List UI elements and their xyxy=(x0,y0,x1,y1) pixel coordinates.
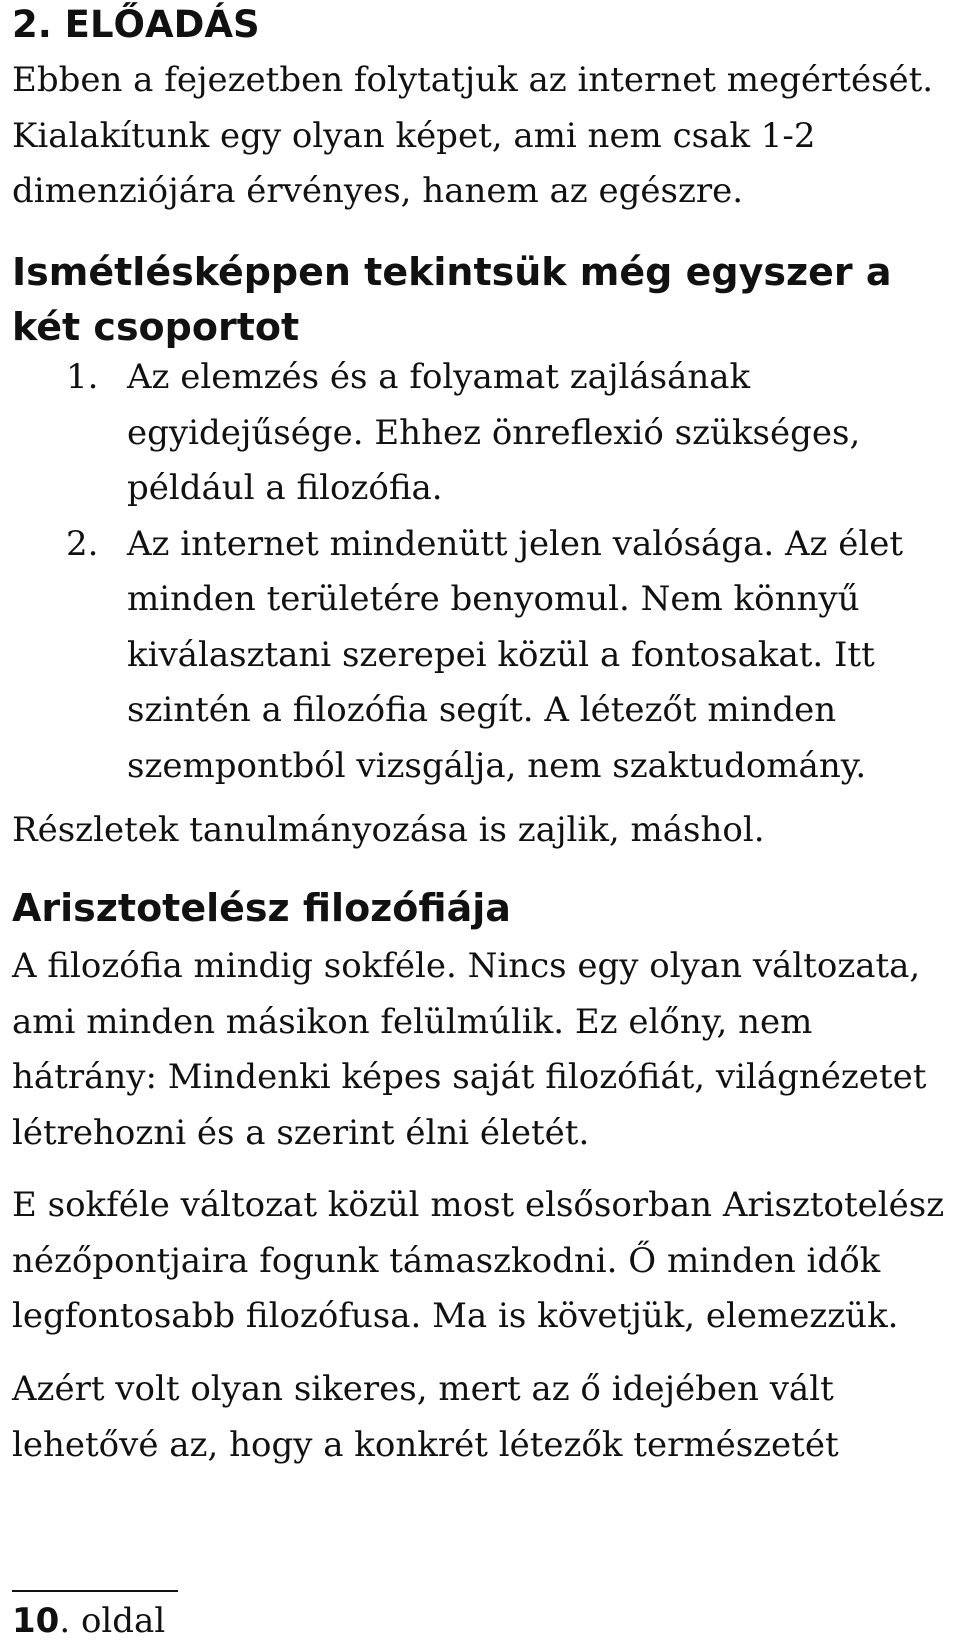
page-number: 10 xyxy=(12,1601,60,1641)
list-item xyxy=(12,517,952,795)
section-heading-aristotle: Arisztotelész filozófiája xyxy=(12,886,511,930)
intro-paragraph: Ebben a fejezetben folytatjuk az internet megértését. Kialakítunk egy olyan képet, ami nem csak 1-2 dimenziójára érvényes, hanem az egészre. xyxy=(12,60,934,211)
section-heading-review: Ismétlésképpen tekintsük még egyszer a két csoportot xyxy=(12,250,892,349)
body-paragraph: E sokféle változat közül most elsősorban Arisztotelész nézőpontjaira fogunk támaszkodni. Ő minden idők legfontosabb filozófusa. Ma is követjük, elemezzük. xyxy=(12,1185,945,1336)
body-paragraph: A filozófia mindig sokféle. Nincs egy olyan változata, ami minden másikon felülmúlik. Ez előny, nem hátrány: Mindenki képes saját filozófiát, világnézetet létrehozni és a szerint élni életét. xyxy=(12,946,927,1153)
list-item-number: 2. xyxy=(66,523,99,564)
numbered-list xyxy=(12,350,952,794)
list-item-text: Az elemzés és a folyamat zajlásának egyidejűsége. Ehhez önreflexió szükséges, például a filozófia. xyxy=(127,357,861,508)
detail-paragraph: Részletek tanulmányozása is zajlik, máshol. xyxy=(12,810,765,850)
list-item-number: 1. xyxy=(66,357,99,397)
page-footer xyxy=(12,1596,165,1647)
page-label: . oldal xyxy=(59,1601,166,1641)
list-item xyxy=(12,350,952,517)
footer-divider xyxy=(12,1590,178,1592)
body-paragraph: Azért volt olyan sikeres, mert az ő idejében vált lehetővé az, hogy a konkrét létezők természetét xyxy=(12,1369,839,1465)
list-item-text: Az internet mindenütt jelen valósága. Az élet minden területére benyomul. Nem könnyű kiválasztani szerepei közül a fontosakat. Itt szintén a filozófia segít. A létezőt minden szempontból vizsgálja, nem szaktudomány. xyxy=(127,523,904,786)
chapter-title: 2. ELŐADÁS xyxy=(12,3,260,46)
